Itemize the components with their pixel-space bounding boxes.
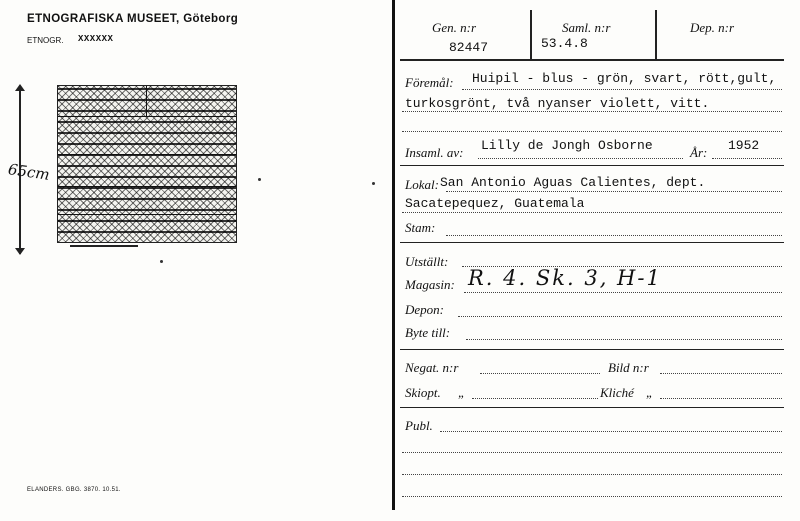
ar-label: År: xyxy=(690,145,708,160)
gen-nr-label: Gen. n:r xyxy=(432,20,477,35)
arrow-down-icon xyxy=(15,248,25,255)
foremal-value-line2: turkosgrönt, två nyanser violett, vitt. xyxy=(405,96,710,111)
sketch-band xyxy=(58,186,236,187)
magasin-label: Magasin: xyxy=(405,277,455,292)
dotted-line xyxy=(402,474,782,475)
sketch-band xyxy=(58,116,236,117)
dep-nr-label: Dep. n:r xyxy=(690,20,735,35)
magasin-value: R. 4. Sk. 3, H-1 xyxy=(468,266,662,290)
ink-dot xyxy=(160,260,163,263)
dotted-line xyxy=(440,431,782,432)
dotted-line xyxy=(466,339,782,340)
dotted-line xyxy=(462,89,782,90)
section-rule xyxy=(400,242,784,243)
insaml-value: Lilly de Jongh Osborne xyxy=(481,138,653,153)
card-fold-line xyxy=(392,0,395,510)
foremal-value-line1: Huipil - blus - grön, svart, rött,gult, xyxy=(472,71,777,86)
etnogr-label: ETNOGR. xyxy=(27,36,64,45)
lokal-value-line2: Sacatepequez, Guatemala xyxy=(405,196,585,211)
skiopt-label: Skiopt. xyxy=(405,385,441,400)
insaml-label: Insaml. av: xyxy=(405,145,464,160)
dotted-line xyxy=(472,398,598,399)
sketch-base-line xyxy=(70,245,138,247)
stam-label: Stam: xyxy=(405,220,436,235)
section-rule xyxy=(400,165,784,166)
dotted-line xyxy=(660,398,782,399)
ar-value: 1952 xyxy=(728,138,760,153)
gen-nr-value: 82447 xyxy=(449,40,489,55)
header-divider xyxy=(530,10,532,59)
saml-nr-value: 53.4.8 xyxy=(541,36,588,51)
byte-till-label: Byte till: xyxy=(405,325,451,340)
dotted-line xyxy=(402,496,782,497)
dotted-line xyxy=(480,373,600,374)
skiopt-ditto: „ xyxy=(458,385,466,400)
kliche-label: Kliché xyxy=(600,385,634,400)
dotted-line xyxy=(446,235,782,236)
printer-imprint: ELANDERS. GBG. 3870. 10.51. xyxy=(27,487,121,493)
dotted-line xyxy=(458,316,782,317)
publ-label: Publ. xyxy=(405,418,433,433)
dotted-line xyxy=(464,292,782,293)
header-divider xyxy=(655,10,657,59)
saml-nr-label: Saml. n:r xyxy=(562,20,611,35)
ink-dot xyxy=(372,182,375,185)
dotted-line xyxy=(446,191,782,192)
dotted-line xyxy=(478,158,683,159)
foremal-label: Föremål: xyxy=(405,75,454,90)
utstallt-label: Utställt: xyxy=(405,254,449,269)
sketch-band xyxy=(58,154,236,155)
sketch-band xyxy=(58,214,236,215)
dotted-line xyxy=(402,131,782,132)
textile-sketch xyxy=(57,85,237,243)
measure-label: 65cm xyxy=(6,160,51,184)
stamp-number: XXXXXX xyxy=(78,34,114,44)
lokal-value-line1: San Antonio Aguas Calientes, dept. xyxy=(440,175,706,190)
sketch-panel-split xyxy=(146,86,147,116)
dotted-line xyxy=(402,452,782,453)
kliche-ditto: „ xyxy=(646,385,654,400)
section-rule xyxy=(400,407,784,408)
ink-dot xyxy=(258,178,261,181)
header-rule xyxy=(400,59,784,61)
lokal-label: Lokal: xyxy=(405,177,439,192)
dotted-line xyxy=(660,373,782,374)
section-rule xyxy=(400,349,784,350)
dotted-line xyxy=(712,158,782,159)
depon-label: Depon: xyxy=(405,302,444,317)
dotted-line xyxy=(402,111,782,112)
negat-nr-label: Negat. n:r xyxy=(405,360,459,375)
museum-name: ETNOGRAFISKA MUSEET, Göteborg xyxy=(27,13,239,25)
dotted-line xyxy=(402,212,782,213)
bild-nr-label: Bild n:r xyxy=(608,360,649,375)
